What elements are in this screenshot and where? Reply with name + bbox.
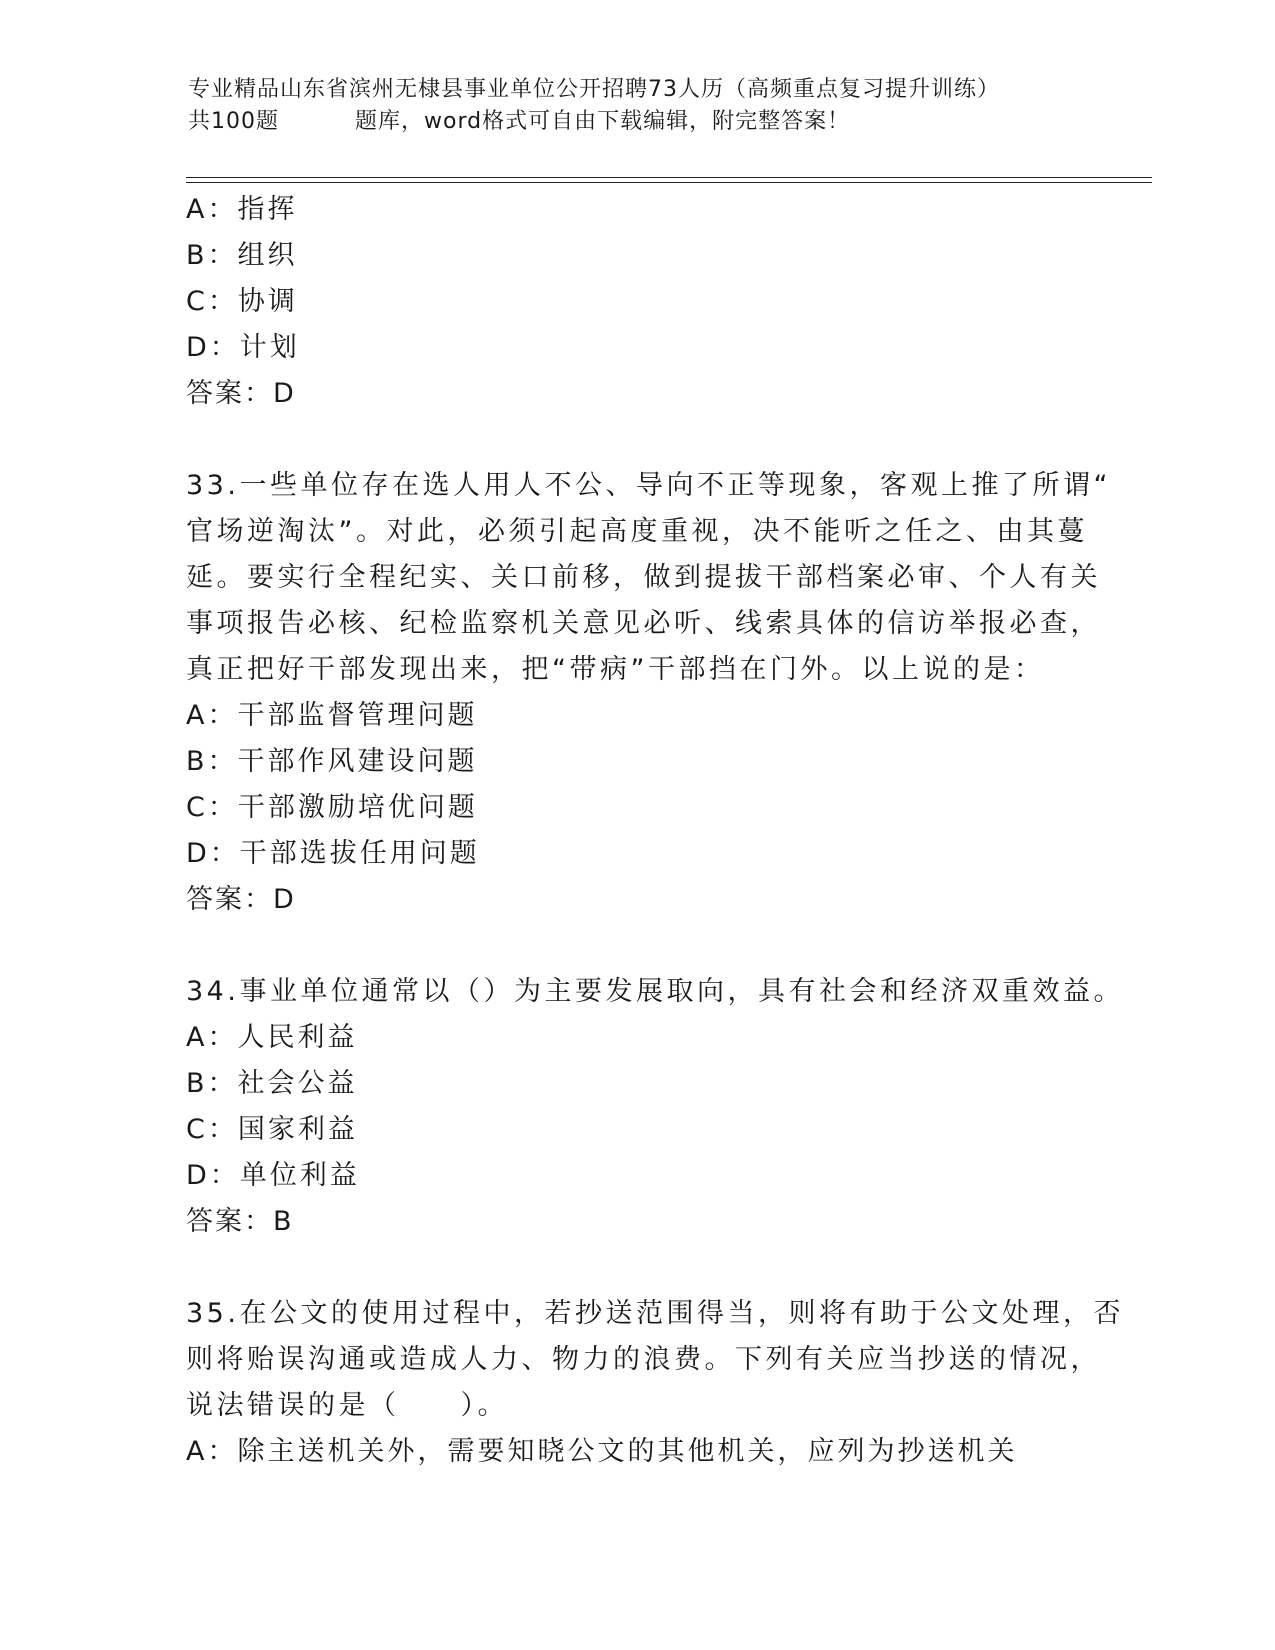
question-35: [186, 1291, 1124, 1475]
header-description: 题库，word格式可自由下载编辑，附完整答案！: [355, 109, 851, 134]
option-d: D：计划: [186, 332, 300, 363]
answer-line: 答案：D: [186, 884, 296, 915]
option-a: A：指挥: [186, 194, 298, 225]
option-c: C：干部激励培优问题: [186, 792, 478, 823]
option-a: A：干部监督管理问题: [186, 700, 478, 731]
stem-line: 35.在公文的使用过程中，若抄送范围得当，则将有助于公文处理，否: [186, 1298, 1124, 1329]
header-divider-top: [186, 177, 1152, 178]
question-stem: [186, 969, 1124, 1015]
header-question-count: 共100题: [188, 109, 279, 134]
option-b: B：干部作风建设问题: [186, 746, 478, 777]
stem-line: 官场逆淘汰”。对此，必须引起高度重视，决不能听之任之、由其蔓: [186, 516, 1088, 547]
stem-line: 延。要实行全程纪实、关口前移，做到提拔干部档案必审、个人有关: [186, 562, 1101, 593]
question-content: [186, 187, 1124, 1475]
question-stem: [186, 1291, 1124, 1429]
question-34: [186, 969, 1124, 1245]
option-b: B：社会公益: [186, 1068, 358, 1099]
stem-line: 则将贻误沟通或造成人力、物力的浪费。下列有关应当抄送的情况，: [186, 1344, 1101, 1375]
header-title-line: 专业精品山东省滨州无棣县事业单位公开招聘73人历（高频重点复习提升训练）: [188, 77, 1000, 102]
question-stem: [186, 463, 1111, 693]
option-c: C：协调: [186, 286, 298, 317]
header-divider-bottom: [186, 182, 1152, 183]
question-33: [186, 463, 1111, 923]
stem-line: 34.事业单位通常以（）为主要发展取向，具有社会和经济双重效益。: [186, 976, 1124, 1007]
header-subtitle-line: [188, 106, 1088, 138]
option-a: A：除主送机关外，需要知晓公文的其他机关，应列为抄送机关: [186, 1436, 1018, 1467]
stem-line: 真正把好干部发现出来，把“带病”干部挡在门外。以上说的是：: [186, 654, 1045, 685]
option-a: A：人民利益: [186, 1022, 358, 1053]
stem-line: 33.一些单位存在选人用人不公、导向不正等现象，客观上推了所谓“: [186, 470, 1111, 501]
document-header: [188, 74, 1088, 138]
answer-line: 答案：D: [186, 378, 296, 409]
option-d: D：单位利益: [186, 1160, 360, 1191]
stem-line: 说法错误的是（ ）。: [186, 1390, 508, 1421]
option-c: C：国家利益: [186, 1114, 358, 1145]
answer-line: 答案：B: [186, 1206, 294, 1237]
option-d: D：干部选拔任用问题: [186, 838, 480, 869]
question-32: [186, 187, 1086, 417]
stem-line: 事项报告必核、纪检监察机关意见必听、线索具体的信访举报必查，: [186, 608, 1101, 639]
option-b: B：组织: [186, 240, 298, 271]
